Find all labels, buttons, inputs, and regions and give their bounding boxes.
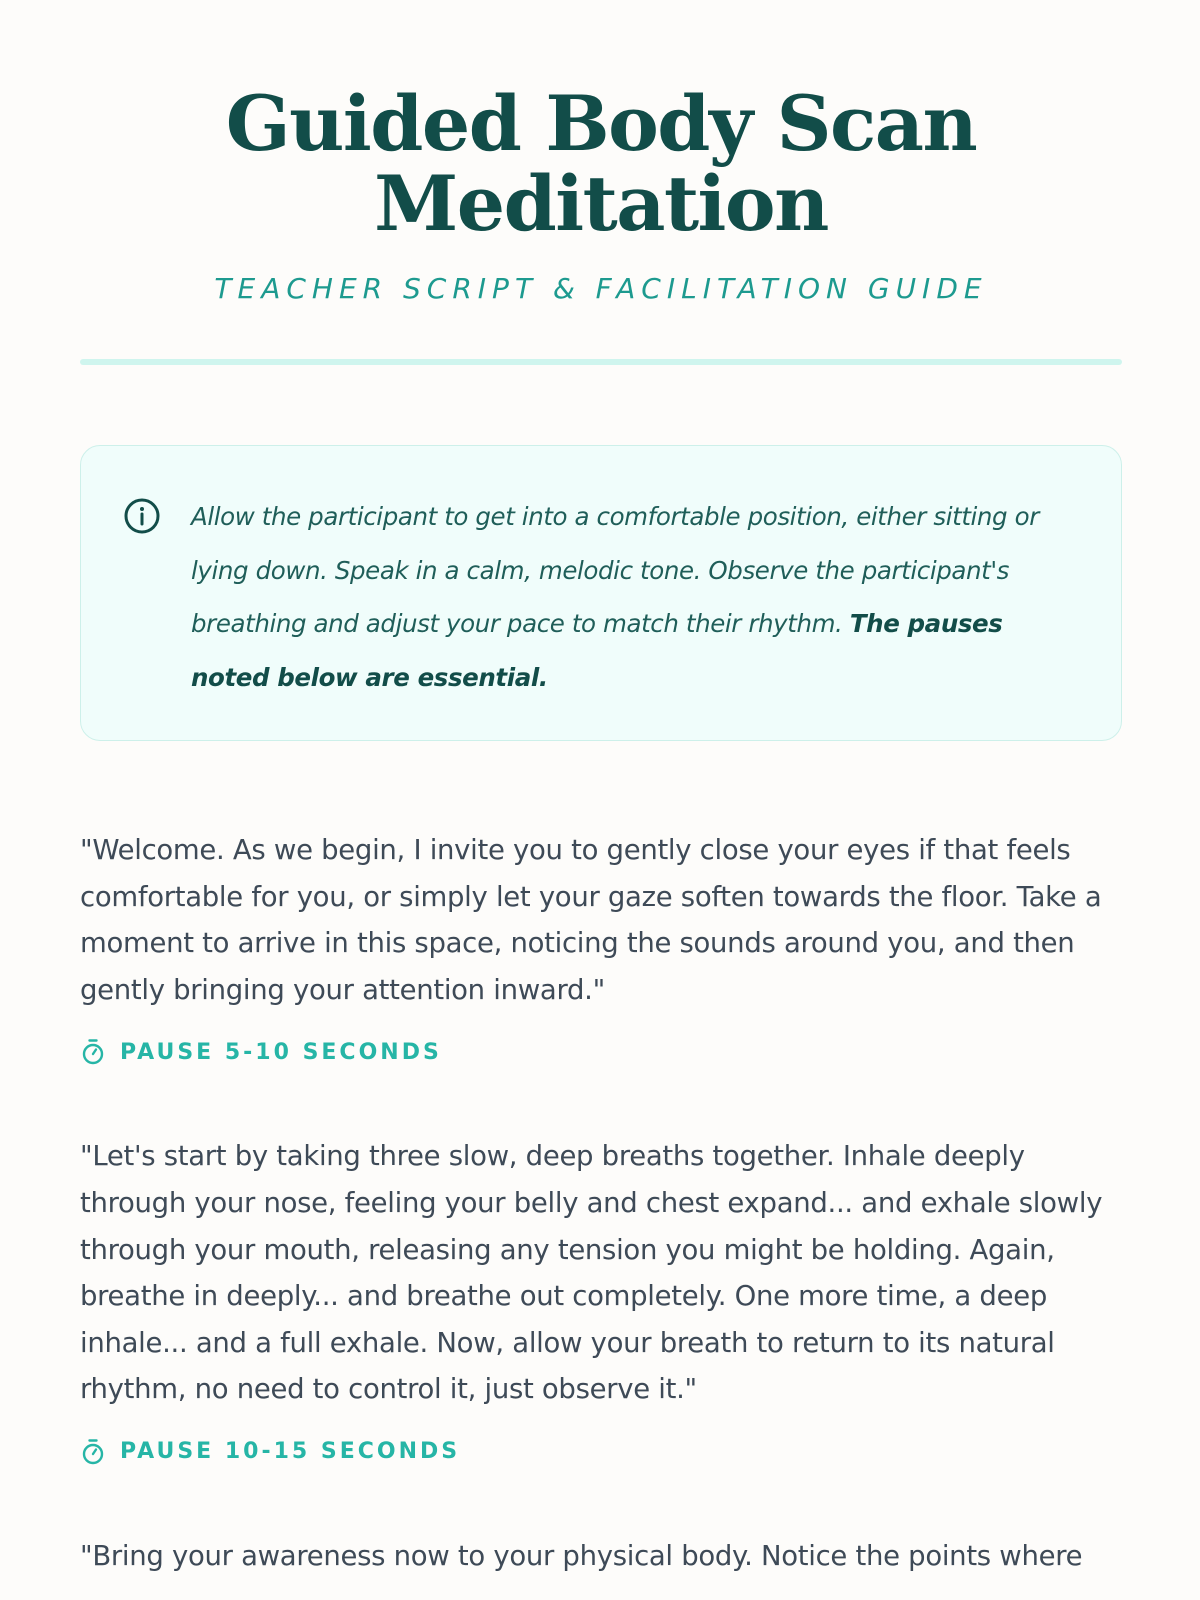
pause-label-2: PAUSE 10-15 SECONDS	[120, 1439, 461, 1465]
title-line-1: Guided Body Scan	[225, 79, 977, 168]
script-page	[80, 0, 1122, 1600]
facilitator-note	[80, 445, 1122, 741]
page-subtitle: TEACHER SCRIPT & FACILITATION GUIDE	[214, 272, 988, 305]
info-icon	[123, 497, 161, 535]
pause-cue-2	[80, 1437, 1122, 1467]
script-paragraph-1: "Welcome. As we begin, I invite you to gently close your eyes if that feels comfortable for you, or simply let your gaze soften towards the floor. Take a moment to arrive in this space, noticing the sounds around you, and then gently bringing your attention inward."	[80, 834, 1102, 1006]
note-body: Allow the participant to get into a comfortable position, either sitting or lying down. Speak in a calm, melodic tone. Observe the participant's breathing and adjust your pace to match their rhythm.	[191, 502, 1039, 638]
pause-label-1: PAUSE 5-10 SECONDS	[120, 1039, 442, 1065]
note-emphasis: The pauses noted below are essential.	[191, 609, 1003, 692]
title-line-2: Meditation	[374, 159, 828, 248]
header-divider	[80, 359, 1122, 365]
page-title	[80, 79, 1122, 248]
stopwatch-icon	[81, 1438, 105, 1466]
note-text	[191, 490, 1071, 704]
script-paragraph-2: "Let's start by taking three slow, deep breaths together. Inhale deeply through your nose, feeling your belly and chest expand... and exhale slowly through your mouth, releasing any tension you might be holding. Again, breathe in deeply... and breathe out completely. One more time, a deep inhale... and a full exhale. Now, allow your breath to return to its natural rhythm, no need to control it, just observe it."	[80, 1140, 1103, 1406]
stopwatch-icon	[81, 1038, 105, 1066]
script-paragraph-3: "Bring your awareness now to your physical body. Notice the points where	[80, 1539, 1083, 1572]
pause-cue-1	[80, 1037, 1122, 1067]
